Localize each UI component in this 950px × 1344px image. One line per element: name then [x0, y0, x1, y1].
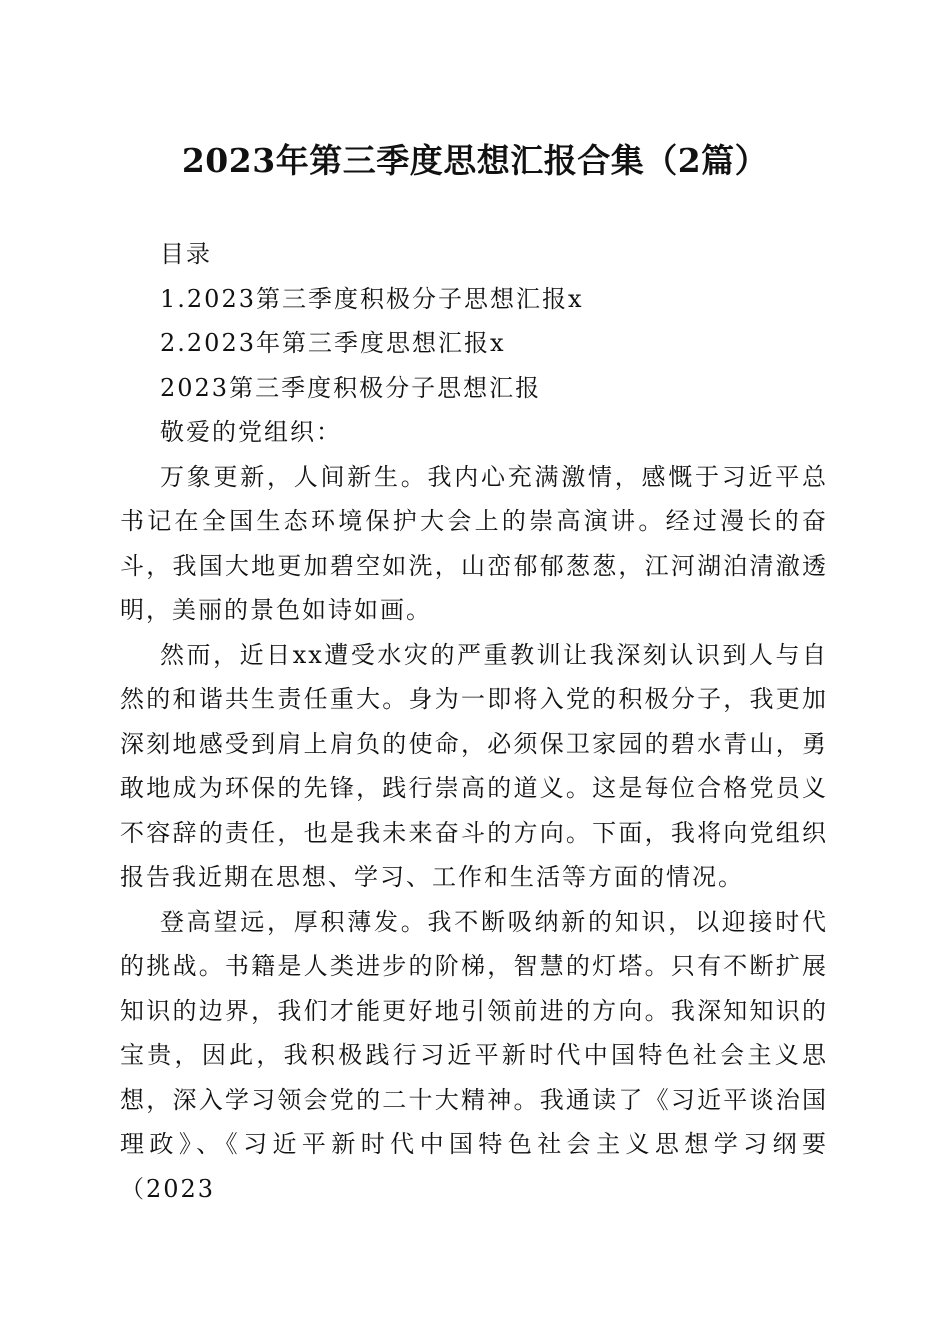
document-body	[120, 232, 828, 1211]
document-title: 2023年第三季度思想汇报合集（2篇）	[181, 141, 769, 180]
toc-heading: 目录	[160, 240, 212, 268]
salutation: 敬爱的党组织：	[160, 418, 342, 446]
section-title: 2023第三季度积极分子思想汇报	[160, 373, 542, 402]
body-paragraph-3: 登高望远，厚积薄发。我不断吸纳新的知识，以迎接时代的挑战。书籍是人类进步的阶梯，智慧的灯塔。只有不断扩展知识的边界，我们才能更好地引领前进的方向。我深知知识的宝贵，因此，我积极践行习近平新时代中国特色社会主义思想，深入学习领会党的二十大精神。我通读了《习近平谈治国理政》、《习近平新时代中国特色社会主义思想学习纲要（2023	[120, 907, 828, 1203]
toc-item-2[interactable]: 2.2023年第三季度思想汇报x	[160, 329, 506, 357]
body-paragraph-1: 万象更新，人间新生。我内心充满激情，感慨于习近平总书记在全国生态环境保护大会上的崇高演讲。经过漫长的奋斗，我国大地更加碧空如洗，山峦郁郁葱葱，江河湖泊清澈透明，美丽的景色如诗如画。	[120, 462, 828, 624]
body-paragraph-2: 然而，近日xx遭受水灾的严重教训让我深刻认识到人与自然的和谐共生责任重大。身为一即将入党的积极分子，我更加深刻地感受到肩上肩负的使命，必须保卫家园的碧水青山，勇敢地成为环保的先锋，践行崇高的道义。这是每位合格党员义不容辞的责任，也是我未来奋斗的方向。下面，我将向党组织报告我近期在思想、学习、工作和生活等方面的情况。	[120, 640, 828, 891]
toc-item-1[interactable]: 1.2023第三季度积极分子思想汇报x	[160, 284, 584, 313]
